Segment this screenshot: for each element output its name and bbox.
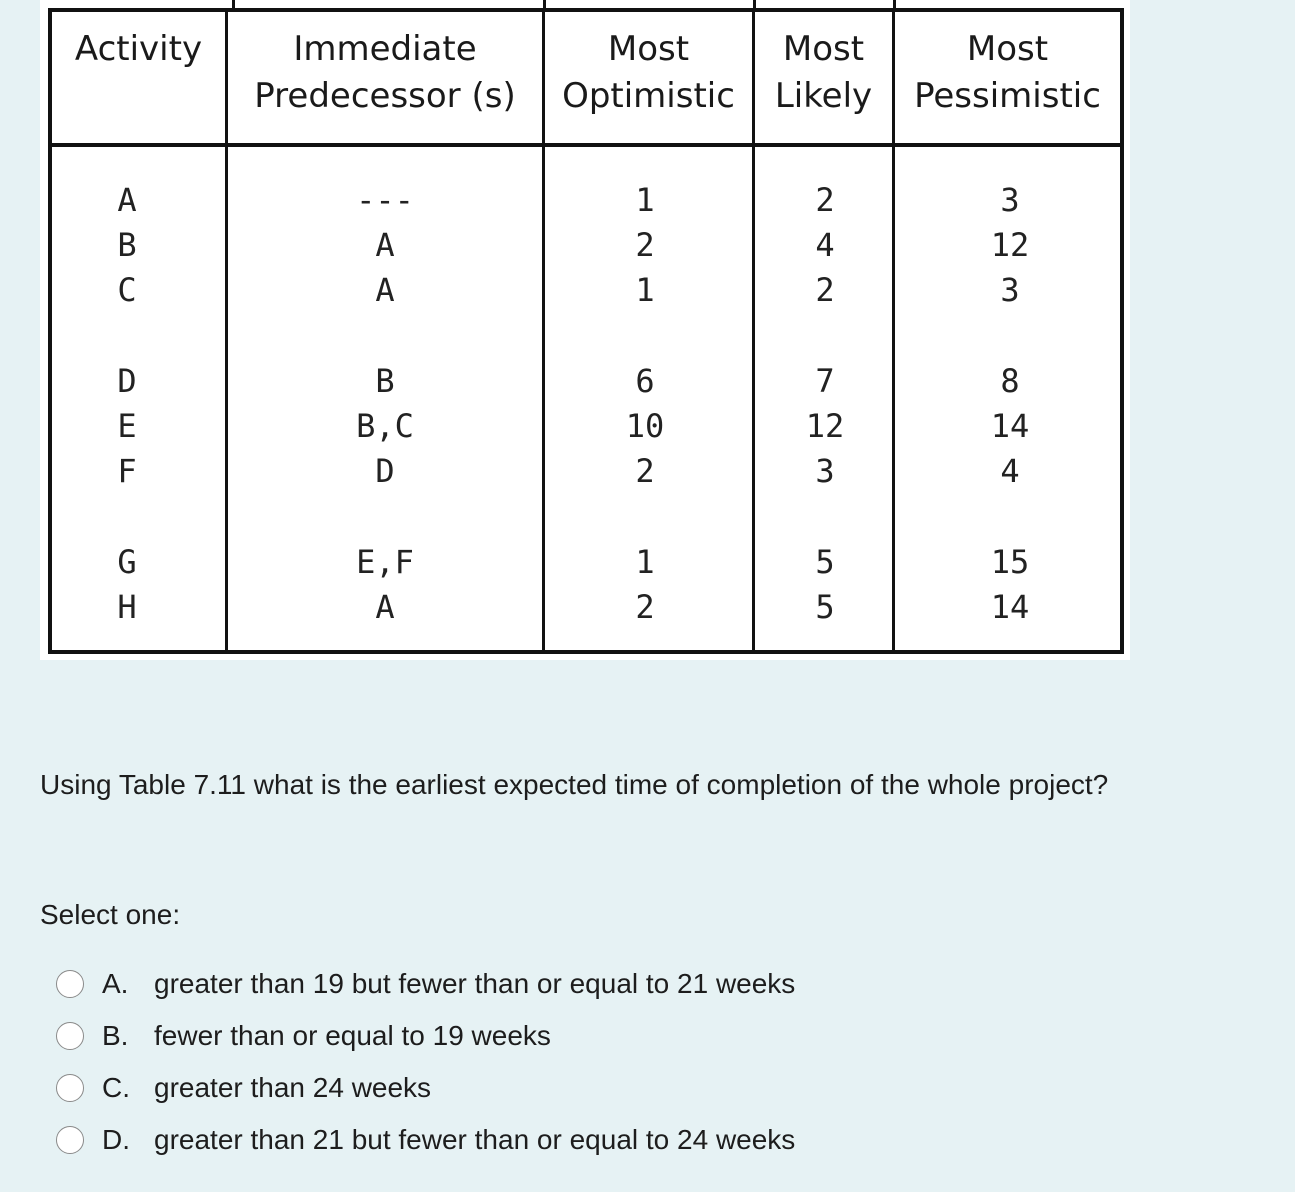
pessimistic-cell: 4 (1000, 452, 1020, 490)
optimistic-cell: 2 (635, 226, 655, 264)
option-text: greater than 21 but fewer than or equal to 24 weeks (154, 1124, 796, 1155)
radio-button[interactable] (56, 1126, 84, 1154)
optimistic-cell: 10 (625, 407, 665, 445)
activity-column (80, 178, 174, 676)
optimistic-cell: 1 (635, 271, 655, 309)
activity-cell: E (117, 407, 137, 445)
predecessor-cell: B,C (356, 407, 414, 445)
predecessor-cell: E,F (356, 543, 414, 581)
radio-button[interactable] (56, 970, 84, 998)
likely-cell: 5 (815, 588, 835, 626)
activity-table-image (40, 0, 1130, 660)
header-optimistic: Most Optimistic (562, 29, 735, 116)
option-text: fewer than or equal to 19 weeks (154, 1020, 551, 1051)
pessimistic-cell: 15 (990, 543, 1030, 581)
option-text: greater than 24 weeks (154, 1072, 432, 1103)
pessimistic-cell: 14 (990, 407, 1030, 445)
option-letter: A. (102, 968, 129, 999)
likely-cell: 5 (815, 543, 835, 581)
activity-cell: H (117, 588, 137, 626)
activity-cell: D (117, 362, 137, 400)
select-one-label: Select one: (40, 899, 181, 930)
predecessor-cell: A (375, 226, 395, 264)
question-text: Using Table 7.11 what is the earliest expected time of completion of the whole project? (40, 769, 1109, 800)
option-b[interactable] (56, 1010, 795, 1062)
optimistic-cell: 2 (635, 452, 655, 490)
likely-cell: 7 (815, 362, 835, 400)
activity-cell: F (117, 452, 137, 490)
option-letter: D. (102, 1124, 130, 1155)
likely-cell: 4 (815, 226, 835, 264)
activity-cell: A (117, 181, 137, 219)
header-pessimistic: Most Pessimistic (914, 29, 1101, 116)
pessimistic-cell: 3 (1000, 271, 1020, 309)
predecessor-cell: A (375, 271, 395, 309)
pessimistic-cell: 14 (990, 588, 1030, 626)
activity-cell: G (117, 543, 137, 581)
likely-cell: 3 (815, 452, 835, 490)
option-text: greater than 19 but fewer than or equal to 21 weeks (154, 968, 796, 999)
answer-options (56, 958, 795, 1166)
optimistic-cell: 6 (635, 362, 655, 400)
optimistic-cell: 2 (635, 588, 655, 626)
pessimistic-cell: 8 (1000, 362, 1020, 400)
header-likely: Most Likely (774, 29, 873, 116)
predecessor-cell: B (375, 362, 395, 400)
optimistic-cell: 1 (635, 543, 655, 581)
option-d[interactable] (56, 1114, 795, 1166)
likely-cell: 2 (815, 271, 835, 309)
activity-cell: C (117, 271, 137, 309)
option-letter: C. (102, 1072, 130, 1103)
predecessor-cell: D (375, 452, 395, 490)
radio-button[interactable] (56, 1074, 84, 1102)
predecessor-cell: --- (356, 181, 414, 219)
radio-button[interactable] (56, 1022, 84, 1050)
header-rule (48, 143, 1124, 147)
pessimistic-column (970, 178, 1050, 676)
option-a[interactable] (56, 958, 795, 1010)
header-predecessor: Immediate Predecessor (s) (254, 29, 516, 116)
likely-column (785, 178, 865, 676)
optimistic-cell: 1 (635, 181, 655, 219)
option-c[interactable] (56, 1062, 795, 1114)
predecessor-cell: A (375, 588, 395, 626)
likely-cell: 12 (805, 407, 845, 445)
optimistic-column (605, 178, 685, 676)
predecessor-column (330, 178, 440, 676)
pessimistic-cell: 12 (990, 226, 1030, 264)
likely-cell: 2 (815, 181, 835, 219)
pessimistic-cell: 3 (1000, 181, 1020, 219)
option-letter: B. (102, 1020, 129, 1051)
header-activity: Activity (74, 29, 203, 69)
activity-cell: B (117, 226, 137, 264)
